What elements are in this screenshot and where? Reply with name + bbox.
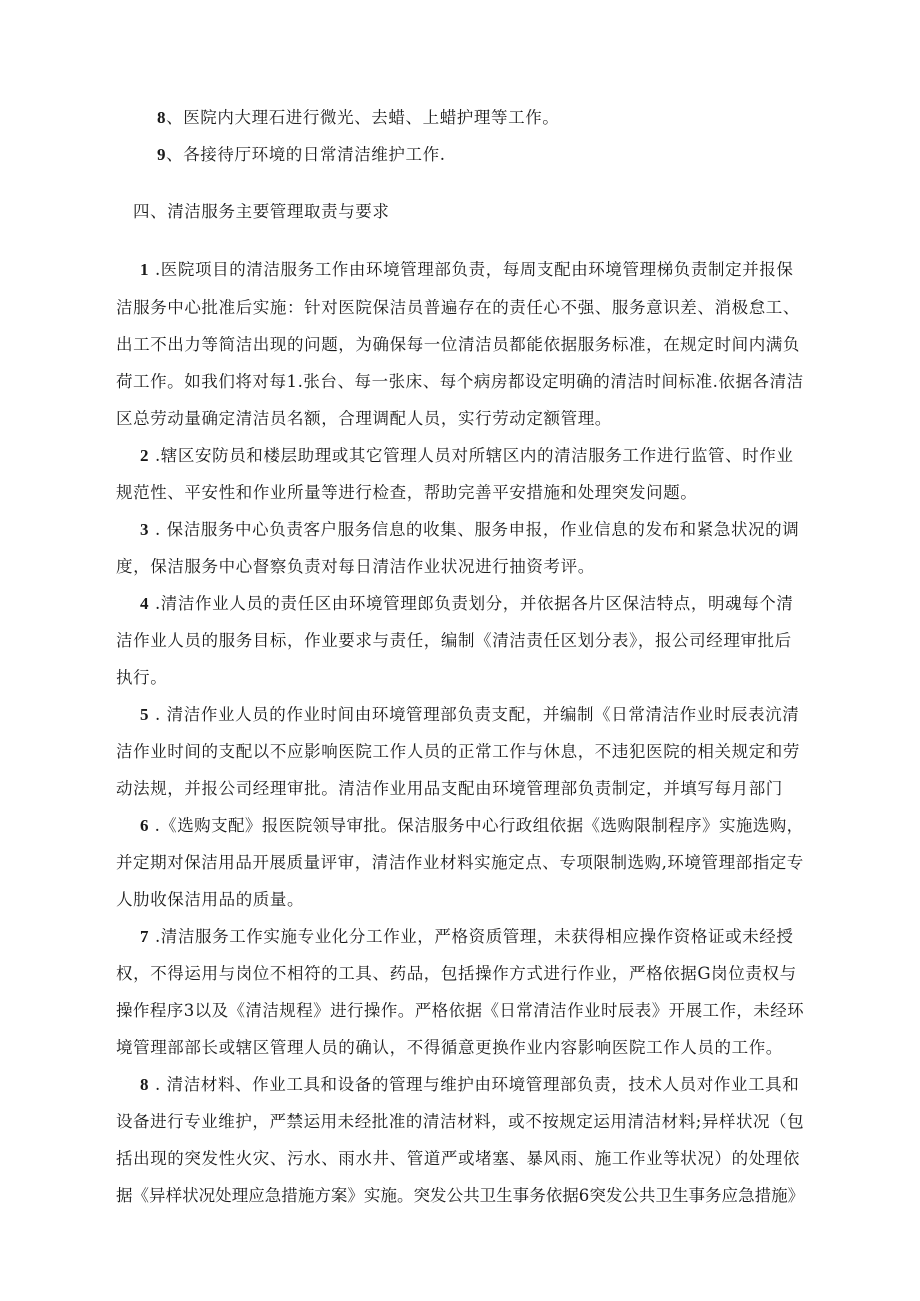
line-text: 动法规，并报公司经理审批。清洁作业用品支配由环境管理部负责制定，并填写每月部门 [116, 779, 783, 798]
item-number: 2 [140, 446, 150, 465]
line-text: 据《异样状况处理应急措施方案》实施。突发公共卫生事务依据6突发公共卫生事务应急措施》 [116, 1186, 805, 1205]
paragraph-2-line-1 [140, 446, 794, 466]
item-text: .清洁作业人员的责任区由环境管理郎负责划分，并依据各片区保洁特点，明魂每个清 [149, 594, 794, 613]
item-text: 、各接待厅环境的日常清洁维护工作. [166, 145, 446, 164]
item-text: .辖区安防员和楼层助理或其它管理人员对所辖区内的清洁服务工作进行监管、时作业 [149, 446, 794, 465]
line-text: 操作程序3以及《清洁规程》进行操作。严格依据《日常清洁作业时辰表》开展工作，未经环 [116, 1001, 805, 1020]
item-text: . 清洁材料、作业工具和设备的管理与维护由环境管理部负责，技术人员对作业工具和 [149, 1075, 800, 1094]
paragraph-1-line-4 [116, 372, 804, 392]
paragraph-3-line-2 [116, 557, 595, 577]
paragraph-3-line-1 [140, 520, 799, 540]
paragraph-7-line-1 [140, 927, 794, 947]
paragraph-1-line-3 [116, 335, 800, 355]
line-text: 规范性、平安性和作业所量等进行检查，帮助完善平安措施和处理突发问题。 [116, 483, 698, 502]
item-text: . 清洁作业人员的作业时间由环境管理部负责支配，并编制《日常清洁作业时辰表沆清 [149, 705, 800, 724]
item-number: 7 [140, 927, 150, 946]
paragraph-4-line-2 [116, 631, 792, 651]
heading-text: 四、清洁服务主要管理取责与要求 [133, 202, 390, 221]
paragraph-5-line-1 [140, 705, 799, 725]
paragraph-8-line-2 [116, 1112, 804, 1132]
paragraph-5-line-3 [116, 779, 783, 799]
item-text: .医院项目的清洁服务工作由环境管理部负责，每周支配由环境管理梯负责制定并报保 [149, 260, 794, 279]
line-text: 区总劳动量确定清洁员名额，合理调配人员，实行劳动定额管理。 [116, 409, 612, 428]
line-text: 境管理部部长或辖区管理人员的确认，不得循意更换作业内容影响医院工作人员的工作。 [116, 1038, 783, 1057]
item-text: 、医院内大理石进行微光、去蜡、上蜡护理等工作。 [166, 108, 560, 127]
line-text: 人肋收保洁用品的质量。 [116, 890, 305, 909]
paragraph-8-line-1 [140, 1075, 799, 1095]
item-number: 1 [140, 260, 150, 279]
paragraph-1-line-2 [116, 298, 800, 318]
item-number: 8 [157, 108, 167, 127]
item-number: 8 [140, 1075, 150, 1094]
line-text: 括出现的突发性火灾、污水、雨水井、管道严或堵塞、暴风雨、施工作业等状况）的处理依 [116, 1149, 800, 1168]
section-heading [133, 202, 390, 222]
item-text: .《选购支配》报医院领导审批。保洁服务中心行政组依据《选购限制程序》实施选购， [148, 816, 804, 835]
line-text: 洁作业时间的支配以不应影响医院工作人员的正常工作与休息，不违犯医院的相关规定和劳 [116, 742, 800, 761]
paragraph-6-line-3 [116, 890, 304, 910]
list-item-8 [157, 108, 559, 128]
item-number: 9 [157, 145, 167, 164]
paragraph-5-line-2 [116, 742, 800, 762]
list-item-9 [157, 145, 446, 165]
line-text: 设备进行专业维护，严禁运用未经批准的清洁材料，或不按规定运用清洁材料;异样状况（包 [116, 1112, 805, 1131]
line-text: 并定期对保洁用品开展质量评审，清洁作业材料实施定点、专项限制选购,环境管理部指定专 [116, 853, 804, 872]
item-number: 3 [140, 520, 150, 539]
paragraph-4-line-3 [116, 668, 167, 688]
paragraph-2-line-2 [116, 483, 697, 503]
line-text: 权，不得运用与岗位不相符的工具、药品，包括操作方式进行作业，严格依据G岗位责权与 [116, 964, 797, 983]
paragraph-8-line-4 [116, 1186, 804, 1206]
paragraph-7-line-4 [116, 1038, 783, 1058]
paragraph-6-line-2 [116, 853, 804, 873]
line-text: 执行。 [116, 668, 168, 687]
item-number: 5 [140, 705, 150, 724]
paragraph-8-line-3 [116, 1149, 800, 1169]
paragraph-7-line-2 [116, 964, 797, 984]
paragraph-1-line-5 [116, 409, 612, 429]
line-text: 出工不出力等简洁出现的问题，为确保每一位清洁员都能依据服务标准，在规定时间内满负 [116, 335, 800, 354]
line-text: 洁作业人员的服务目标，作业要求与责任，编制《清洁责任区划分表》，报公司经理审批后 [116, 631, 792, 650]
paragraph-4-line-1 [140, 594, 794, 614]
item-text: . 保洁服务中心负责客户服务信息的收集、服务申报，作业信息的发布和紧急状况的调 [149, 520, 800, 539]
paragraph-1-line-1 [140, 260, 794, 280]
line-text: 度，保洁服务中心督察负责对每日清洁作业状况进行抽资考评。 [116, 557, 595, 576]
paragraph-6-line-1 [140, 816, 804, 836]
line-text: 荷工作。如我们将对每1.张台、每一张床、每个病房都设定明确的清洁时间标准.依据各清洁 [116, 372, 804, 391]
line-text: 洁服务中心批准后实施：针对医院保洁员普遍存在的责任心不强、服务意识差、消极怠工、 [116, 298, 800, 317]
item-number: 6 [140, 816, 149, 835]
item-number: 4 [140, 594, 150, 613]
item-text: .清洁服务工作实施专业化分工作业，严格资质管理，未获得相应操作资格证或未经授 [149, 927, 794, 946]
paragraph-7-line-3 [116, 1001, 804, 1021]
